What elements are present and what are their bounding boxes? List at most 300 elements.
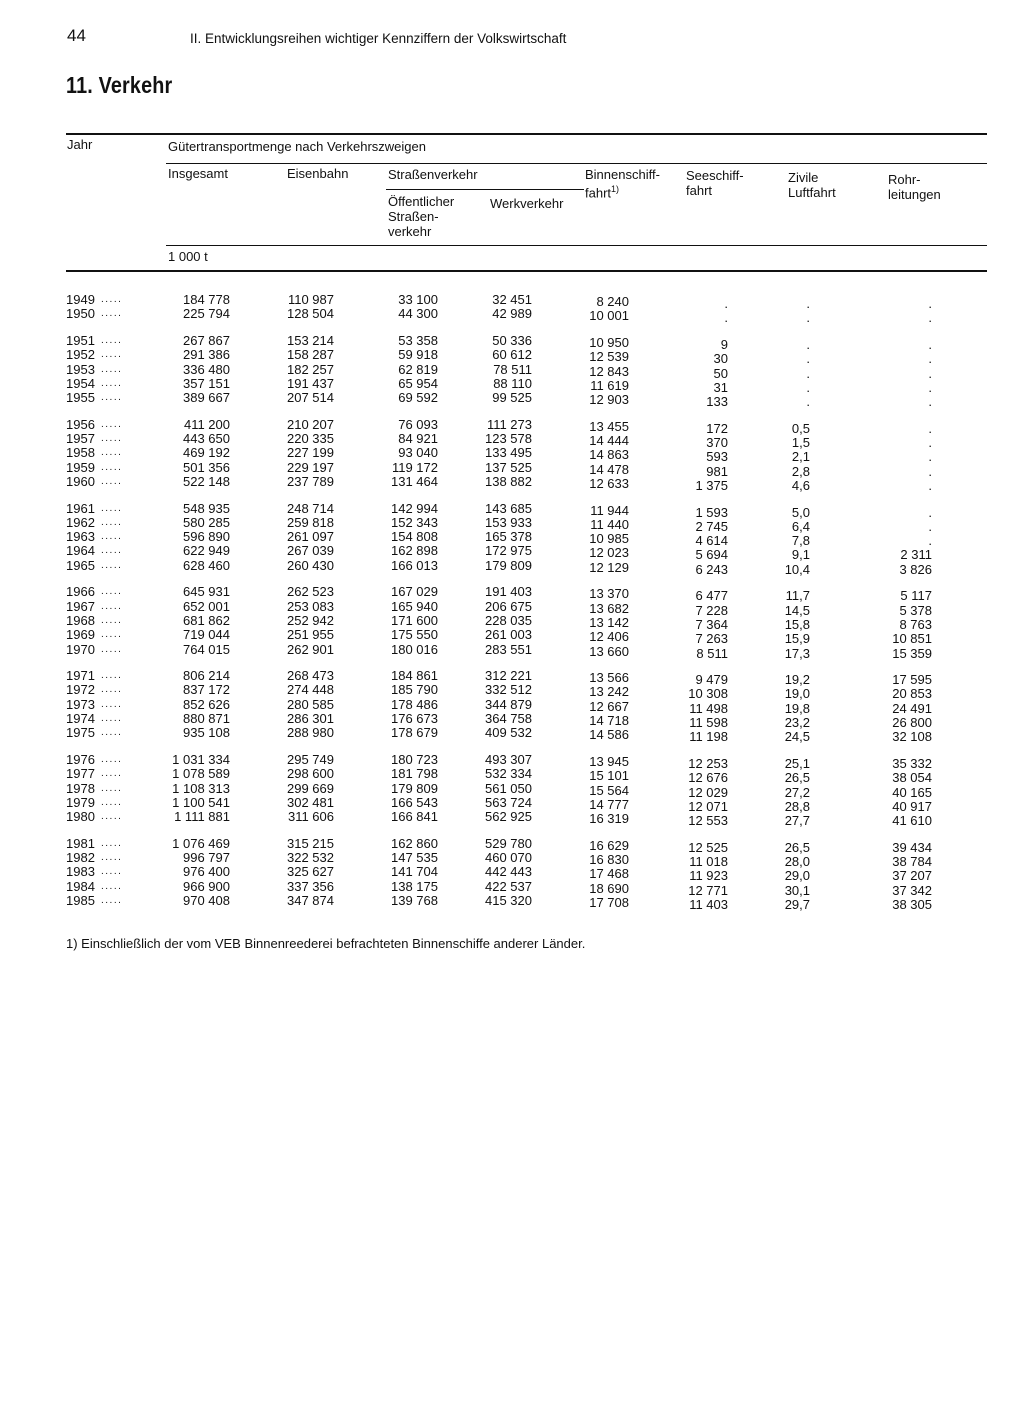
- col-header-oeffentlicher-line2: Straßen-: [388, 209, 439, 224]
- cell-luftfahrt: 19,0: [784, 686, 810, 702]
- cell-year: 1970: [66, 641, 95, 657]
- leader-dots: .....: [101, 768, 123, 780]
- table-row: [0, 529, 1024, 549]
- cell-werkverkehr: 137 525: [485, 459, 532, 475]
- cell-insgesamt: 806 214: [183, 668, 230, 684]
- cell-binnenschifffahrt: 12 667: [589, 698, 629, 714]
- cell-luftfahrt: 28,8: [784, 798, 810, 814]
- col-header-luft-line2: Luftfahrt: [788, 185, 836, 200]
- cell-eisenbahn: 295 749: [287, 751, 334, 767]
- cell-oeffentlicher-strassenverkehr: 33 100: [398, 292, 438, 307]
- cell-luftfahrt: 26,5: [784, 770, 810, 786]
- cell-eisenbahn: 253 083: [287, 598, 334, 614]
- cell-eisenbahn: 207 514: [287, 390, 334, 406]
- cell-werkverkehr: 344 879: [485, 696, 532, 712]
- cell-oeffentlicher-strassenverkehr: 84 921: [398, 431, 438, 446]
- cell-luftfahrt: 27,2: [784, 784, 810, 800]
- cell-year: 1978: [66, 780, 95, 796]
- cell-eisenbahn: 262 901: [287, 641, 334, 657]
- cell-eisenbahn: 220 335: [287, 431, 334, 446]
- cell-werkverkehr: 172 975: [485, 543, 532, 559]
- cell-binnenschifffahrt: 12 129: [589, 559, 629, 575]
- cell-year: 1960: [66, 473, 95, 489]
- cell-insgesamt: 1 076 469: [172, 835, 230, 851]
- cell-werkverkehr: 191 403: [485, 584, 532, 600]
- cell-year: 1979: [66, 794, 95, 810]
- cell-insgesamt: 966 900: [183, 878, 230, 894]
- cell-luftfahrt: 24,5: [784, 729, 810, 745]
- cell-year: 1966: [66, 584, 95, 600]
- table-row: [0, 473, 1024, 493]
- cell-insgesamt: 596 890: [183, 529, 230, 545]
- cell-year: 1950: [66, 306, 95, 322]
- cell-year: 1972: [66, 682, 95, 698]
- cell-oeffentlicher-strassenverkehr: 176 673: [391, 711, 438, 726]
- cell-eisenbahn: 288 980: [287, 725, 334, 741]
- cell-insgesamt: 389 667: [183, 390, 230, 406]
- cell-binnenschifffahrt: 15 101: [589, 768, 629, 784]
- cell-werkverkehr: 493 307: [485, 751, 532, 767]
- cell-insgesamt: 880 871: [183, 711, 230, 726]
- cell-insgesamt: 469 192: [183, 445, 230, 461]
- cell-werkverkehr: 50 336: [492, 332, 532, 348]
- col-header-oeffentlicher: [388, 194, 454, 239]
- table-row: [0, 557, 1024, 577]
- cell-binnenschifffahrt: 14 718: [589, 713, 629, 728]
- cell-insgesamt: 764 015: [183, 641, 230, 657]
- cell-seeschifffahrt: 9 479: [695, 672, 728, 688]
- cell-insgesamt: 548 935: [183, 500, 230, 516]
- cell-oeffentlicher-strassenverkehr: 166 543: [391, 794, 438, 810]
- col-header-luft-line1: Zivile: [788, 170, 819, 185]
- cell-eisenbahn: 237 789: [287, 473, 334, 489]
- cell-insgesamt: 852 626: [183, 696, 230, 712]
- cell-insgesamt: 1 078 589: [172, 766, 230, 782]
- cell-oeffentlicher-strassenverkehr: 142 994: [391, 500, 438, 516]
- cell-eisenbahn: 311 606: [287, 809, 334, 825]
- cell-werkverkehr: 32 451: [492, 292, 532, 307]
- cell-eisenbahn: 299 669: [287, 780, 334, 796]
- cell-insgesamt: 1 031 334: [172, 751, 230, 767]
- cell-rohrleitungen: 38 784: [892, 854, 932, 869]
- cell-year: 1964: [66, 543, 95, 559]
- cell-luftfahrt: 6,4: [791, 518, 810, 534]
- cell-luftfahrt: 29,0: [784, 868, 810, 884]
- cell-luftfahrt: 25,1: [784, 755, 810, 771]
- cell-rohrleitungen: 10 851: [892, 631, 932, 647]
- cell-year: 1963: [66, 529, 95, 545]
- cell-binnenschifffahrt: 11 944: [590, 502, 629, 518]
- cell-luftfahrt: 26,5: [784, 839, 810, 855]
- cell-eisenbahn: 191 437: [287, 375, 334, 391]
- table-row: [0, 864, 1024, 884]
- table-row: [0, 892, 1024, 912]
- cell-rohrleitungen: 40 165: [892, 784, 932, 800]
- cell-werkverkehr: 228 035: [485, 612, 532, 628]
- cell-binnenschifffahrt: 12 406: [589, 629, 629, 645]
- leader-dots: .....: [101, 433, 123, 444]
- cell-year: 1974: [66, 711, 95, 726]
- cell-seeschifffahrt: 11 498: [689, 700, 728, 716]
- cell-binnenschifffahrt: 13 242: [589, 684, 629, 700]
- leader-dots: .....: [101, 294, 123, 305]
- cell-oeffentlicher-strassenverkehr: 65 954: [398, 375, 438, 391]
- cell-oeffentlicher-strassenverkehr: 93 040: [398, 445, 438, 461]
- cell-oeffentlicher-strassenverkehr: 178 679: [391, 725, 438, 741]
- cell-insgesamt: 935 108: [183, 725, 230, 741]
- leader-dots: .....: [101, 559, 123, 571]
- cell-luftfahrt: 23,2: [784, 715, 810, 730]
- cell-werkverkehr: 206 675: [485, 598, 532, 614]
- cell-luftfahrt: 2,1: [791, 449, 810, 465]
- cell-seeschifffahrt: 12 071: [688, 798, 728, 814]
- cell-rohrleitungen: .: [928, 518, 932, 534]
- cell-insgesamt: 1 100 541: [172, 794, 230, 810]
- cell-werkverkehr: 283 551: [485, 641, 532, 657]
- cell-rohrleitungen: .: [928, 351, 932, 367]
- cell-werkverkehr: 312 221: [485, 668, 532, 684]
- cell-werkverkehr: 562 925: [485, 809, 532, 825]
- cell-seeschifffahrt: 370: [706, 435, 728, 450]
- col-header-seeschifffahrt: [686, 168, 744, 198]
- cell-seeschifffahrt: 2 745: [695, 518, 728, 534]
- cell-binnenschifffahrt: 16 319: [589, 811, 629, 827]
- cell-werkverkehr: 460 070: [485, 850, 532, 865]
- leader-dots: .....: [101, 447, 123, 459]
- leader-dots: .....: [101, 475, 123, 487]
- cell-luftfahrt: 10,4: [784, 561, 810, 577]
- cell-rohrleitungen: 20 853: [892, 686, 932, 702]
- cell-insgesamt: 970 408: [183, 892, 230, 908]
- cell-oeffentlicher-strassenverkehr: 166 841: [391, 809, 438, 825]
- cell-binnenschifffahrt: 16 629: [589, 837, 629, 853]
- cell-rohrleitungen: .: [928, 533, 932, 549]
- cell-year: 1976: [66, 751, 95, 767]
- cell-luftfahrt: 28,0: [784, 854, 810, 869]
- cell-luftfahrt: .: [806, 379, 810, 395]
- cell-year: 1958: [66, 445, 95, 461]
- table-row: [0, 612, 1024, 632]
- table-row: [0, 641, 1024, 661]
- cell-rohrleitungen: 35 332: [892, 755, 932, 771]
- strassenverkehr-rule: [386, 189, 584, 190]
- cell-oeffentlicher-strassenverkehr: 44 300: [398, 306, 438, 322]
- cell-eisenbahn: 268 473: [287, 668, 334, 684]
- cell-binnenschifffahrt: 13 142: [589, 614, 629, 630]
- cell-year: 1973: [66, 696, 95, 712]
- header-bottom-rule: [66, 270, 987, 272]
- cell-oeffentlicher-strassenverkehr: 162 898: [391, 543, 438, 559]
- cell-seeschifffahrt: 172: [706, 420, 728, 436]
- cell-werkverkehr: 138 882: [485, 473, 532, 489]
- cell-eisenbahn: 259 818: [287, 514, 334, 530]
- cell-binnenschifffahrt: 12 023: [589, 545, 629, 561]
- leader-dots: .....: [101, 643, 123, 655]
- section-title: 11. Verkehr: [66, 72, 173, 98]
- cell-oeffentlicher-strassenverkehr: 180 723: [391, 751, 438, 767]
- cell-year: 1961: [66, 500, 95, 516]
- cell-seeschifffahrt: 7 228: [695, 602, 728, 618]
- cell-seeschifffahrt: 1 593: [695, 504, 728, 520]
- cell-oeffentlicher-strassenverkehr: 162 860: [391, 835, 438, 851]
- cell-seeschifffahrt: 50: [713, 365, 728, 381]
- cell-rohrleitungen: 3 826: [899, 561, 932, 577]
- cell-luftfahrt: 0,5: [791, 420, 810, 436]
- cell-rohrleitungen: 38 054: [892, 770, 932, 786]
- cell-year: 1985: [66, 892, 95, 908]
- cell-eisenbahn: 251 955: [287, 627, 334, 643]
- cell-year: 1984: [66, 878, 95, 894]
- cell-werkverkehr: 442 443: [485, 864, 532, 880]
- cell-binnenschifffahrt: 12 903: [589, 392, 629, 408]
- cell-eisenbahn: 248 714: [287, 500, 334, 516]
- cell-oeffentlicher-strassenverkehr: 138 175: [391, 878, 438, 894]
- cell-oeffentlicher-strassenverkehr: 139 768: [391, 892, 438, 908]
- cell-seeschifffahrt: 981: [706, 463, 728, 479]
- cell-seeschifffahrt: 11 018: [689, 854, 728, 869]
- col-header-strassenverkehr: Straßenverkehr: [388, 167, 478, 182]
- unit-rule: [166, 245, 987, 246]
- cell-werkverkehr: 111 273: [486, 416, 532, 432]
- cell-year: 1965: [66, 557, 95, 573]
- cell-oeffentlicher-strassenverkehr: 167 029: [391, 584, 438, 600]
- cell-werkverkehr: 529 780: [485, 835, 532, 851]
- leader-dots: .....: [101, 349, 123, 361]
- cell-eisenbahn: 274 448: [287, 682, 334, 698]
- cell-luftfahrt: 19,2: [784, 672, 810, 688]
- leader-dots: .....: [101, 684, 123, 696]
- table-row: [0, 431, 1024, 450]
- cell-oeffentlicher-strassenverkehr: 175 550: [391, 627, 438, 643]
- table-row: [0, 292, 1024, 311]
- cell-seeschifffahrt: 12 029: [688, 784, 728, 800]
- cell-seeschifffahrt: 6 477: [695, 588, 728, 604]
- cell-luftfahrt: .: [806, 336, 810, 352]
- cell-rohrleitungen: 32 108: [892, 729, 932, 745]
- top-rule: [66, 133, 987, 135]
- cell-luftfahrt: 14,5: [784, 602, 810, 618]
- cell-seeschifffahrt: 8 511: [696, 645, 728, 661]
- cell-luftfahrt: 17,3: [784, 645, 810, 661]
- col-header-see-line2: fahrt: [686, 183, 713, 198]
- cell-binnenschifffahrt: 12 539: [589, 349, 629, 365]
- cell-binnenschifffahrt: 11 619: [590, 377, 629, 393]
- leader-dots: .....: [101, 586, 123, 598]
- cell-werkverkehr: 99 525: [492, 390, 532, 406]
- cell-werkverkehr: 415 320: [485, 892, 532, 908]
- table-row: [0, 794, 1024, 814]
- cell-rohrleitungen: .: [928, 477, 932, 493]
- cell-werkverkehr: 165 378: [485, 529, 532, 545]
- cell-eisenbahn: 267 039: [287, 543, 334, 559]
- cell-oeffentlicher-strassenverkehr: 131 464: [391, 473, 438, 489]
- running-head: II. Entwicklungsreihen wichtiger Kennziffern der Volkswirtschaft: [190, 31, 567, 46]
- table-row: [0, 445, 1024, 465]
- cell-werkverkehr: 261 003: [485, 627, 532, 643]
- cell-seeschifffahrt: 12 553: [688, 813, 728, 829]
- table-row: [0, 835, 1024, 855]
- cell-rohrleitungen: .: [928, 463, 932, 479]
- cell-binnenschifffahrt: 11 440: [590, 516, 629, 532]
- cell-seeschifffahrt: .: [724, 310, 728, 326]
- cell-insgesamt: 719 044: [183, 627, 230, 643]
- cell-eisenbahn: 260 430: [287, 557, 334, 573]
- cell-werkverkehr: 179 809: [485, 557, 532, 573]
- table-row: [0, 459, 1024, 479]
- cell-insgesamt: 681 862: [183, 612, 230, 628]
- cell-seeschifffahrt: 6 243: [695, 561, 728, 577]
- footnote-marker: 1): [611, 184, 620, 194]
- cell-rohrleitungen: .: [928, 420, 932, 436]
- table-row: [0, 375, 1024, 395]
- cell-luftfahrt: 11,7: [785, 588, 810, 604]
- leader-dots: .....: [101, 894, 123, 906]
- page-number: 44: [67, 26, 86, 45]
- stub-header: Jahr: [67, 137, 93, 152]
- col-header-rohrleitungen: [888, 172, 941, 202]
- unit-label: 1 000 t: [168, 249, 208, 264]
- cell-oeffentlicher-strassenverkehr: 178 486: [391, 696, 438, 712]
- leader-dots: .....: [101, 670, 123, 682]
- cell-oeffentlicher-strassenverkehr: 62 819: [398, 361, 438, 377]
- cell-werkverkehr: 88 110: [493, 375, 532, 391]
- table-row: [0, 725, 1024, 745]
- table-row: [0, 751, 1024, 771]
- cell-rohrleitungen: 24 491: [892, 700, 932, 716]
- cell-luftfahrt: .: [806, 310, 810, 326]
- cell-werkverkehr: 123 578: [485, 431, 532, 446]
- cell-seeschifffahrt: 7 364: [695, 616, 728, 632]
- col-header-rohr-line1: Rohr-: [888, 172, 921, 187]
- cell-insgesamt: 996 797: [183, 850, 230, 865]
- table-row: [0, 584, 1024, 604]
- cell-year: 1949: [66, 292, 95, 307]
- cell-binnenschifffahrt: 13 370: [589, 586, 629, 602]
- cell-rohrleitungen: 37 207: [892, 868, 932, 884]
- cell-oeffentlicher-strassenverkehr: 53 358: [398, 332, 438, 348]
- cell-eisenbahn: 110 987: [287, 292, 334, 307]
- cell-oeffentlicher-strassenverkehr: 185 790: [391, 682, 438, 698]
- cell-rohrleitungen: .: [928, 365, 932, 381]
- leader-dots: .....: [101, 852, 123, 863]
- cell-insgesamt: 645 931: [183, 584, 230, 600]
- cell-seeschifffahrt: 30: [713, 351, 728, 367]
- cell-binnenschifffahrt: 14 444: [589, 433, 629, 448]
- cell-werkverkehr: 143 685: [485, 500, 532, 516]
- cell-rohrleitungen: 5 378: [899, 602, 932, 618]
- leader-dots: .....: [101, 811, 123, 823]
- cell-eisenbahn: 280 585: [287, 696, 334, 712]
- cell-luftfahrt: 19,8: [784, 700, 810, 716]
- cell-binnenschifffahrt: 13 660: [589, 643, 629, 659]
- table-row: [0, 627, 1024, 647]
- spanner-header: Gütertransportmenge nach Verkehrszweigen: [168, 139, 426, 154]
- cell-rohrleitungen: 2 311: [900, 547, 932, 563]
- cell-seeschifffahrt: 12 771: [688, 882, 728, 898]
- cell-oeffentlicher-strassenverkehr: 166 013: [391, 557, 438, 573]
- cell-seeschifffahrt: 7 263: [695, 631, 728, 647]
- cell-insgesamt: 267 867: [183, 332, 230, 348]
- cell-oeffentlicher-strassenverkehr: 165 940: [391, 598, 438, 614]
- cell-werkverkehr: 78 511: [493, 361, 532, 377]
- cell-luftfahrt: 7,8: [791, 533, 810, 549]
- cell-year: 1952: [66, 347, 95, 363]
- leader-dots: .....: [101, 753, 123, 765]
- cell-eisenbahn: 302 481: [287, 794, 334, 810]
- cell-seeschifffahrt: 1 375: [695, 477, 728, 493]
- leader-dots: .....: [101, 880, 123, 892]
- cell-eisenbahn: 286 301: [287, 711, 334, 726]
- cell-rohrleitungen: .: [928, 296, 932, 311]
- cell-insgesamt: 580 285: [183, 514, 230, 530]
- cell-eisenbahn: 182 257: [287, 361, 334, 377]
- leader-dots: .....: [101, 377, 123, 389]
- cell-eisenbahn: 347 874: [287, 892, 334, 908]
- cell-oeffentlicher-strassenverkehr: 181 798: [391, 766, 438, 782]
- cell-binnenschifffahrt: 17 708: [589, 894, 629, 910]
- cell-insgesamt: 411 200: [183, 416, 230, 432]
- col-header-binnenschifffahrt: [585, 167, 660, 200]
- cell-insgesamt: 1 108 313: [172, 780, 230, 796]
- cell-luftfahrt: 2,8: [791, 463, 810, 479]
- cell-insgesamt: 628 460: [183, 557, 230, 573]
- cell-rohrleitungen: 8 763: [899, 616, 932, 632]
- table-row: [0, 711, 1024, 730]
- cell-year: 1962: [66, 514, 95, 530]
- cell-luftfahrt: 30,1: [784, 882, 810, 898]
- cell-luftfahrt: 4,6: [791, 477, 810, 493]
- cell-eisenbahn: 262 523: [287, 584, 334, 600]
- table-row: [0, 514, 1024, 534]
- cell-binnenschifffahrt: 10 985: [589, 531, 629, 547]
- leader-dots: .....: [101, 796, 123, 808]
- cell-werkverkehr: 42 989: [492, 306, 532, 322]
- cell-werkverkehr: 532 334: [485, 766, 532, 782]
- cell-rohrleitungen: 37 342: [892, 882, 932, 898]
- cell-binnenschifffahrt: 17 468: [589, 866, 629, 882]
- cell-werkverkehr: 563 724: [485, 794, 532, 810]
- cell-seeschifffahrt: 4 614: [695, 533, 728, 549]
- cell-binnenschifffahrt: 15 564: [589, 782, 629, 798]
- table-row: [0, 598, 1024, 618]
- cell-luftfahrt: 9,1: [791, 547, 810, 563]
- cell-insgesamt: 837 172: [183, 682, 230, 698]
- cell-year: 1951: [66, 332, 95, 348]
- cell-binnenschifffahrt: 14 586: [589, 727, 629, 743]
- cell-werkverkehr: 561 050: [485, 780, 532, 796]
- cell-eisenbahn: 229 197: [287, 459, 334, 475]
- col-header-luftfahrt: [788, 170, 836, 200]
- cell-luftfahrt: 27,7: [784, 813, 810, 829]
- table-row: [0, 766, 1024, 786]
- col-header-eisenbahn: Eisenbahn: [287, 166, 349, 181]
- cell-year: 1959: [66, 459, 95, 475]
- leader-dots: .....: [101, 334, 123, 346]
- table-row: [0, 361, 1024, 381]
- cell-eisenbahn: 315 215: [287, 835, 334, 851]
- cell-eisenbahn: 252 942: [287, 612, 334, 628]
- leader-dots: .....: [101, 727, 123, 739]
- cell-year: 1980: [66, 809, 95, 825]
- cell-year: 1956: [66, 416, 95, 432]
- cell-binnenschifffahrt: 13 945: [589, 753, 629, 769]
- cell-seeschifffahrt: 31: [713, 379, 728, 395]
- leader-dots: .....: [101, 531, 123, 543]
- cell-oeffentlicher-strassenverkehr: 76 093: [398, 416, 438, 432]
- cell-werkverkehr: 364 758: [485, 711, 532, 726]
- cell-year: 1975: [66, 725, 95, 741]
- table-row: [0, 668, 1024, 688]
